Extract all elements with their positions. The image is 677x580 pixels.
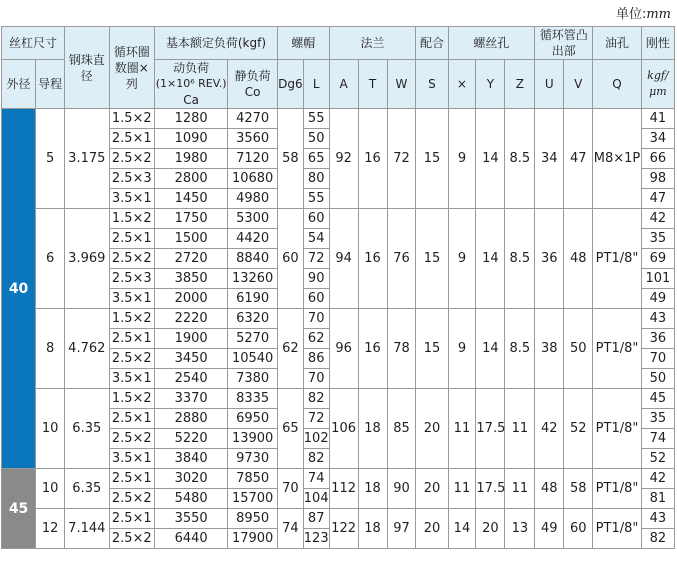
return-tube-header: 循环管凸出部 — [535, 27, 593, 60]
circuits-cell: 2.5×3 — [109, 169, 154, 189]
v-cell: 52 — [564, 389, 593, 469]
dynamic-load-cell: 2720 — [154, 249, 227, 269]
circuits-cell: 2.5×2 — [109, 529, 154, 549]
v-cell: 60 — [564, 509, 593, 549]
dynamic-load-cell: 3370 — [154, 389, 227, 409]
l-cell: 82 — [303, 389, 329, 409]
unit-label: 单位: — [615, 7, 647, 22]
l-cell: 86 — [303, 349, 329, 369]
circuits-cell: 2.5×1 — [109, 409, 154, 429]
x-cell: 14 — [448, 509, 476, 549]
stiffness-cell: 74 — [641, 429, 674, 449]
dynamic-load-cell: 3450 — [154, 349, 227, 369]
circuits-cell: 2.5×2 — [109, 249, 154, 269]
u-cell: 49 — [535, 509, 564, 549]
oil-hole-header: 油孔 — [593, 27, 642, 60]
table-row — [2, 209, 675, 229]
static-load-cell: 5300 — [228, 209, 278, 229]
ball-dia-cell: 3.969 — [65, 209, 109, 309]
static-load-cell: 8335 — [228, 389, 278, 409]
z-cell: 11 — [505, 389, 535, 469]
dynamic-load-cell: 3020 — [154, 469, 227, 489]
q-header: Q — [593, 60, 642, 109]
outer-dia-header: 外径 — [2, 60, 36, 109]
l-cell: 55 — [303, 189, 329, 209]
dynamic-load-cell: 1980 — [154, 149, 227, 169]
table-row — [2, 109, 675, 129]
dynamic-load-cell: 1500 — [154, 229, 227, 249]
fit-header: 配合 — [416, 27, 448, 60]
static-load-cell: 7120 — [228, 149, 278, 169]
q-cell: PT1/8" — [593, 209, 642, 309]
static-load-cell: 6190 — [228, 289, 278, 309]
u-cell: 34 — [535, 109, 564, 209]
t-cell: 16 — [358, 109, 387, 209]
circuits-cell: 1.5×2 — [109, 309, 154, 329]
dg6-cell: 65 — [277, 389, 303, 469]
x-header: × — [448, 60, 476, 109]
dynamic-load-cell: 2000 — [154, 289, 227, 309]
l-cell: 62 — [303, 329, 329, 349]
s-cell: 15 — [416, 109, 448, 209]
w-header: W — [387, 60, 416, 109]
t-cell: 18 — [358, 389, 387, 469]
stiffness-cell: 35 — [641, 409, 674, 429]
w-cell: 97 — [387, 509, 416, 549]
z-header: Z — [505, 60, 535, 109]
lead-cell: 6 — [36, 209, 65, 309]
static-load-cell: 8950 — [228, 509, 278, 529]
t-cell: 16 — [358, 209, 387, 309]
lead-cell: 5 — [36, 109, 65, 209]
a-cell: 106 — [329, 389, 358, 469]
v-cell: 47 — [564, 109, 593, 209]
lead-cell: 8 — [36, 309, 65, 389]
v-cell: 48 — [564, 209, 593, 309]
dg6-header: Dg6 — [277, 60, 303, 109]
dynamic-load-cell: 1450 — [154, 189, 227, 209]
ball-dia-cell: 7.144 — [65, 509, 109, 549]
w-cell: 78 — [387, 309, 416, 389]
z-cell: 13 — [505, 509, 535, 549]
s-cell: 15 — [416, 309, 448, 389]
static-load-cell: 17900 — [228, 529, 278, 549]
stiffness-cell: 35 — [641, 229, 674, 249]
u-header: U — [535, 60, 564, 109]
static-load-cell: 13900 — [228, 429, 278, 449]
z-cell: 11 — [505, 469, 535, 509]
t-header: T — [358, 60, 387, 109]
l-cell: 65 — [303, 149, 329, 169]
circuits-cell: 2.5×1 — [109, 329, 154, 349]
static-load-cell: 10680 — [228, 169, 278, 189]
dynamic-load-header: 动负荷 (1×10⁶ REV.) Ca — [155, 61, 227, 107]
a-cell: 96 — [329, 309, 358, 389]
q-cell: M8×1P — [593, 109, 642, 209]
ball-screw-spec-table — [1, 26, 675, 549]
circuits-cell: 2.5×2 — [109, 489, 154, 509]
stiffness-header: 刚性 — [641, 27, 674, 60]
u-cell: 38 — [535, 309, 564, 389]
l-cell: 50 — [303, 129, 329, 149]
load-rating-header: 基本额定负荷(kgf) — [154, 27, 277, 60]
dynamic-load-cell: 2540 — [154, 369, 227, 389]
dynamic-load-cell: 5220 — [154, 429, 227, 449]
circuits-cell: 1.5×2 — [109, 109, 154, 129]
v-header: V — [564, 60, 593, 109]
circuits-cell: 2.5×2 — [109, 149, 154, 169]
s-cell: 15 — [416, 209, 448, 309]
dynamic-load-cell: 2220 — [154, 309, 227, 329]
z-cell: 8.5 — [505, 109, 535, 209]
circuits-cell: 2.5×1 — [109, 509, 154, 529]
bolt-hole-header: 螺丝孔 — [448, 27, 535, 60]
static-load-cell: 7380 — [228, 369, 278, 389]
stiffness-unit-header: kgf/μm — [641, 60, 674, 109]
flange-header: 法兰 — [329, 27, 416, 60]
l-cell: 87 — [303, 509, 329, 529]
circuits-cell: 1.5×2 — [109, 209, 154, 229]
q-cell: PT1/8" — [593, 389, 642, 469]
dynamic-load-cell: 3840 — [154, 449, 227, 469]
static-load-cell: 15700 — [228, 489, 278, 509]
a-cell: 122 — [329, 509, 358, 549]
static-load-cell: 5270 — [228, 329, 278, 349]
stiffness-cell: 101 — [641, 269, 674, 289]
l-cell: 82 — [303, 449, 329, 469]
x-cell: 9 — [448, 209, 476, 309]
y-cell: 14 — [476, 309, 505, 389]
static-load-cell: 8840 — [228, 249, 278, 269]
stiffness-cell: 42 — [641, 209, 674, 229]
table-body — [2, 109, 675, 549]
stiffness-cell: 43 — [641, 309, 674, 329]
y-cell: 14 — [476, 109, 505, 209]
unit-note — [616, 3, 671, 22]
t-cell: 16 — [358, 309, 387, 389]
v-cell: 50 — [564, 309, 593, 389]
l-cell: 60 — [303, 289, 329, 309]
circuits-cell: 3.5×1 — [109, 449, 154, 469]
dynamic-load-cell: 6440 — [154, 529, 227, 549]
w-cell: 90 — [387, 469, 416, 509]
static-load-cell: 4270 — [228, 109, 278, 129]
z-cell: 8.5 — [505, 309, 535, 389]
circuits-cell: 2.5×1 — [109, 229, 154, 249]
circuits-cell: 2.5×1 — [109, 129, 154, 149]
dynamic-load-cell: 3550 — [154, 509, 227, 529]
t-cell: 18 — [358, 509, 387, 549]
ball-dia-cell: 6.35 — [65, 389, 109, 469]
w-cell: 76 — [387, 209, 416, 309]
x-cell: 9 — [448, 309, 476, 389]
stiffness-cell: 36 — [641, 329, 674, 349]
dynamic-load-cell: 2880 — [154, 409, 227, 429]
l-cell: 70 — [303, 309, 329, 329]
t-cell: 18 — [358, 469, 387, 509]
w-cell: 85 — [387, 389, 416, 469]
dg6-cell: 60 — [277, 209, 303, 309]
stiffness-cell: 43 — [641, 509, 674, 529]
a-cell: 92 — [329, 109, 358, 209]
y-cell: 20 — [476, 509, 505, 549]
q-cell: PT1/8" — [593, 309, 642, 389]
static-load-header: 静负荷 Co — [228, 60, 278, 109]
l-cell: 60 — [303, 209, 329, 229]
dg6-cell: 74 — [277, 509, 303, 549]
table-row — [2, 389, 675, 409]
l-cell: 90 — [303, 269, 329, 289]
dg6-cell: 58 — [277, 109, 303, 209]
ball-dia-cell: 6.35 — [65, 469, 109, 509]
circuits-cell: 2.5×2 — [109, 349, 154, 369]
stiffness-cell: 81 — [641, 489, 674, 509]
l-cell: 55 — [303, 109, 329, 129]
l-cell: 104 — [303, 489, 329, 509]
q-cell: PT1/8" — [593, 509, 642, 549]
stiffness-cell: 42 — [641, 469, 674, 489]
l-cell: 123 — [303, 529, 329, 549]
table-row — [2, 469, 675, 489]
circuits-header: 循环圈数圈×列 — [109, 27, 154, 109]
circuits-cell: 1.5×2 — [109, 389, 154, 409]
dynamic-load-cell: 1090 — [154, 129, 227, 149]
ball-dia-cell: 4.762 — [65, 309, 109, 389]
static-load-cell: 10540 — [228, 349, 278, 369]
static-load-cell: 4980 — [228, 189, 278, 209]
s-header: S — [416, 60, 448, 109]
dynamic-load-cell: 1280 — [154, 109, 227, 129]
screw-size-header: 丝杠尺寸 — [2, 27, 65, 60]
dynamic-load-cell: 2800 — [154, 169, 227, 189]
stiffness-cell: 52 — [641, 449, 674, 469]
dynamic-load-cell: 5480 — [154, 489, 227, 509]
x-cell: 9 — [448, 109, 476, 209]
lead-cell: 10 — [36, 389, 65, 469]
u-cell: 42 — [535, 389, 564, 469]
dynamic-load-cell: 1900 — [154, 329, 227, 349]
stiffness-cell: 47 — [641, 189, 674, 209]
static-load-cell: 3560 — [228, 129, 278, 149]
stiffness-cell: 34 — [641, 129, 674, 149]
dynamic-load-cell: 3850 — [154, 269, 227, 289]
z-cell: 8.5 — [505, 209, 535, 309]
outer-dia-cell: 40 — [2, 109, 36, 469]
circuits-cell: 3.5×1 — [109, 189, 154, 209]
l-cell: 54 — [303, 229, 329, 249]
ball-dia-cell: 3.175 — [65, 109, 109, 209]
outer-dia-cell: 45 — [2, 469, 36, 549]
stiffness-cell: 70 — [641, 349, 674, 369]
l-cell: 102 — [303, 429, 329, 449]
stiffness-cell: 45 — [641, 389, 674, 409]
a-header: A — [329, 60, 358, 109]
circuits-cell: 2.5×2 — [109, 429, 154, 449]
v-cell: 58 — [564, 469, 593, 509]
table-row — [2, 309, 675, 329]
s-cell: 20 — [416, 509, 448, 549]
l-header: L — [303, 60, 329, 109]
static-load-cell: 7850 — [228, 469, 278, 489]
s-cell: 20 — [416, 389, 448, 469]
lead-cell: 10 — [36, 469, 65, 509]
dg6-cell: 62 — [277, 309, 303, 389]
stiffness-cell: 41 — [641, 109, 674, 129]
table-header — [2, 27, 675, 109]
dynamic-load-cell: 1750 — [154, 209, 227, 229]
stiffness-cell: 82 — [641, 529, 674, 549]
static-load-cell: 6950 — [228, 409, 278, 429]
table-row — [2, 509, 675, 529]
circuits-cell: 3.5×1 — [109, 369, 154, 389]
a-cell: 112 — [329, 469, 358, 509]
circuits-cell: 2.5×3 — [109, 269, 154, 289]
x-cell: 11 — [448, 389, 476, 469]
ball-dia-header: 钢珠直径 — [65, 27, 109, 109]
static-load-cell: 4420 — [228, 229, 278, 249]
a-cell: 94 — [329, 209, 358, 309]
stiffness-cell: 98 — [641, 169, 674, 189]
circuits-cell: 2.5×1 — [109, 469, 154, 489]
w-cell: 72 — [387, 109, 416, 209]
u-cell: 36 — [535, 209, 564, 309]
u-cell: 48 — [535, 469, 564, 509]
circuits-cell: 3.5×1 — [109, 289, 154, 309]
y-cell: 17.5 — [476, 389, 505, 469]
y-cell: 14 — [476, 209, 505, 309]
stiffness-cell: 50 — [641, 369, 674, 389]
dg6-cell: 70 — [277, 469, 303, 509]
static-load-cell: 9730 — [228, 449, 278, 469]
s-cell: 20 — [416, 469, 448, 509]
l-cell: 74 — [303, 469, 329, 489]
y-header: Y — [476, 60, 505, 109]
static-load-cell: 6320 — [228, 309, 278, 329]
l-cell: 72 — [303, 409, 329, 429]
stiffness-cell: 69 — [641, 249, 674, 269]
l-cell: 70 — [303, 369, 329, 389]
lead-header: 导程 — [36, 60, 65, 109]
l-cell: 80 — [303, 169, 329, 189]
stiffness-cell: 49 — [641, 289, 674, 309]
l-cell: 72 — [303, 249, 329, 269]
x-cell: 11 — [448, 469, 476, 509]
q-cell: PT1/8" — [593, 469, 642, 509]
lead-cell: 12 — [36, 509, 65, 549]
unit-value: mm — [646, 7, 671, 22]
nut-header: 螺帽 — [277, 27, 329, 60]
y-cell: 17.5 — [476, 469, 505, 509]
static-load-cell: 13260 — [228, 269, 278, 289]
stiffness-cell: 66 — [641, 149, 674, 169]
